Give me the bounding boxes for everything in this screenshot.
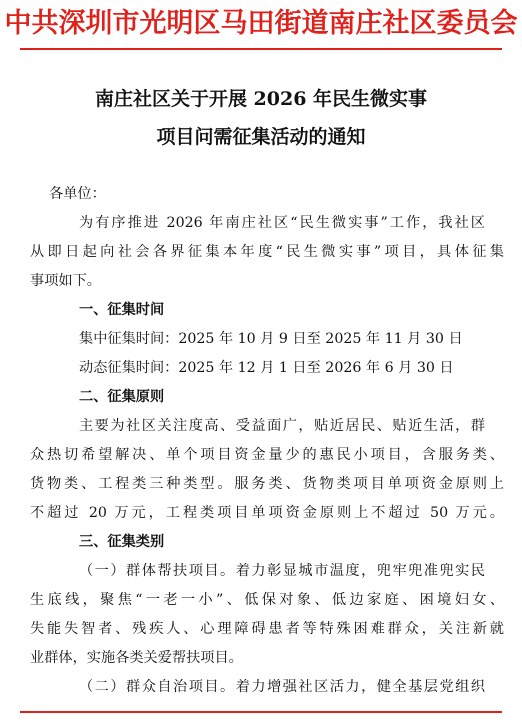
notice-body xyxy=(30,180,504,702)
section-1-heading: 一、征集时间 xyxy=(79,302,165,318)
section-2-line-3: 货物类、工程类三种类型。服务类、货物类项目单项资金原则上 xyxy=(30,476,504,492)
intro-line-1: 为有序推进 2026 年南庄社区“民生微实事”工作，我社区 xyxy=(79,215,485,231)
letterhead-title: 中共深圳市光明区马田街道南庄社区委员会 xyxy=(4,8,518,39)
salutation: 各单位： xyxy=(49,186,106,202)
section-2-line-4: 不超过 20 万元，工程类项目单项资金原则上不超过 50 万元。 xyxy=(30,505,504,521)
section-2-line-1: 主要为社区关注度高、受益面广，贴近居民、贴近生活，群 xyxy=(79,418,485,434)
section-3-heading: 三、征集类别 xyxy=(79,534,165,550)
section-3-line-3: 失能失智者、残疾人、心理障碍患者等特殊困难群众，关注新就 xyxy=(30,621,504,637)
section-2-line-2: 众热切希望解决、单个项目资金量少的惠民小项目，含服务类、 xyxy=(30,447,504,463)
intro-line-3: 事项如下。 xyxy=(30,273,101,289)
letterhead-red-rule xyxy=(20,48,502,50)
footer-red-rule xyxy=(20,711,502,713)
section-3-line-1: （一）群体帮扶项目。着力彰显城市温度，兜牢兜准兜实民 xyxy=(79,563,485,579)
notice-title-line-2: 项目问需征集活动的通知 xyxy=(156,126,366,148)
section-3-line-4: 业群体，实施各类关爱帮扶项目。 xyxy=(30,650,243,666)
section-2-heading: 二、征集原则 xyxy=(79,389,165,405)
section-3-line-5: （二）群众自治项目。着力增强社区活力，健全基层党组织 xyxy=(79,679,485,695)
intro-line-2: 从即日起向社会各界征集本年度“民生微实事”项目，具体征集 xyxy=(30,244,504,260)
notice-title-line-1: 南庄社区关于开展 2026 年民生微实事 xyxy=(94,88,428,110)
section-1-line-2: 动态征集时间：2025 年 12 月 1 日至 2026 年 6 月 30 日 xyxy=(79,360,454,376)
section-3-line-2: 生底线，聚焦“一老一小”、低保对象、低边家庭、困境妇女、 xyxy=(30,592,504,608)
section-1-line-1: 集中征集时间：2025 年 10 月 9 日至 2025 年 11 月 30 日 xyxy=(79,331,463,347)
